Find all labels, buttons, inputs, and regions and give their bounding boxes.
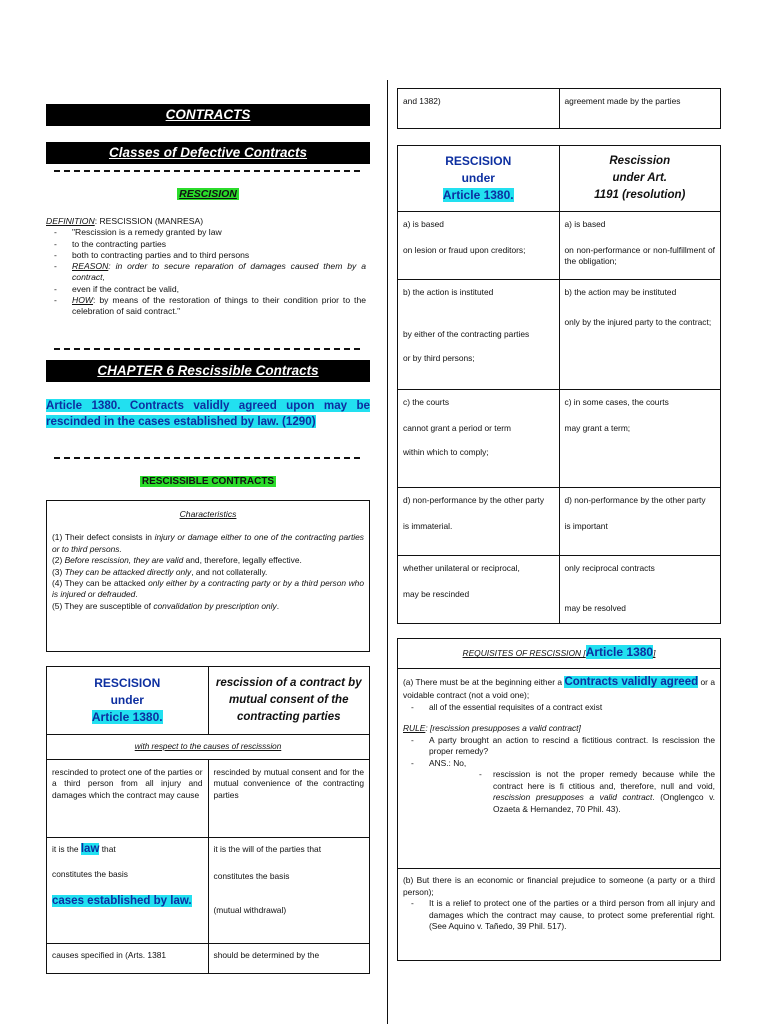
compare-cell: agreement made by the parties xyxy=(559,89,721,129)
requisites-table xyxy=(397,638,721,961)
list-item: - It is a relief to protect one of the parties or a third person from all injury and damages which the contract may cause, to protect some preferential right. (See Aquino v. Tañedo, 39 Phil. 517). xyxy=(403,898,715,933)
requisites-title: REQUISITES OF RESCISSION [Article 1380] xyxy=(398,639,721,669)
rescission-vs-resolution-table xyxy=(397,145,721,624)
comparison-table xyxy=(46,666,370,974)
divider xyxy=(54,457,360,459)
compare-cell: rescinded to protect one of the parties or a third person from all injury and damages which the contract may cause xyxy=(47,759,209,837)
characteristic-item: (3) They can be attacked directly only, and not collaterally. xyxy=(52,566,268,577)
requisite-b: (b) But there is an economic or financial prejudice to someone (a party or a third person); - It is a relief to protect one of the parties or a third person from all injury and damages which the contract may cause, to protect some preferential right. (See Aquino v. Tañedo, 39 Phil. 517). xyxy=(398,869,721,961)
requisite-a: (a) There must be at the beginning either a Contracts validly agreed or a voidable contract (not a void one); - all of the essential requisites of a contract exist RULE: [rescission presupposes a valid contract] - A party brought an action to rescind a fictitious contract. Is rescission the proper remedy? - ANS.: No, - rescission is not the proper remedy because while the contract here is fi ctitious and, therefore, null and void, rescission presupposes a valid contract. (Onglengco v. Ozaeta & Hernandez, 70 Phil. 43). xyxy=(398,669,721,869)
continuation-table xyxy=(397,88,721,129)
compare-cell: rescinded by mutual consent and for the mutual convenience of the contracting parties xyxy=(208,759,370,837)
compare-cell: causes specified in (Arts. 1381 xyxy=(47,943,209,973)
characteristic-item: (1) Their defect consists in injury or damage either to one of the contracting parties or to third persons. xyxy=(52,532,364,554)
characteristics-title: Characteristics xyxy=(179,509,237,519)
compare-cell: it is the will of the parties that constitutes the basis (mutual withdrawal) xyxy=(208,837,370,943)
compare-header-right: rescission of a contract by mutual consent of the contracting parties xyxy=(208,667,370,735)
definition-list xyxy=(46,227,366,317)
characteristic-item: (4) They can be attacked only either by a contracting party or by a third person who is injured or defrauded. xyxy=(52,577,364,600)
list-item: - all of the essential requisites of a contract exist xyxy=(403,702,715,714)
definition-item: - even if the contract be valid, xyxy=(46,284,366,295)
compare-subheader: with respect to the causes of rescisssion xyxy=(47,735,370,760)
definition-item: - HOW: by means of the restoration of things to their condition prior to the celebration of said contract." xyxy=(46,295,366,318)
table-row: c) the courts cannot grant a period or term within which to comply; c) in some cases, the courts may grant a term; xyxy=(398,390,721,488)
characteristic-item: (5) They are susceptible of convalidation by prescription only. xyxy=(52,600,280,611)
comparison-table-left xyxy=(46,666,370,974)
compare-cell: it is the law that constitutes the basis cases established by law. xyxy=(47,837,209,943)
definition-item: - to the contracting parties xyxy=(46,239,366,250)
answer-text: - rescission is not the proper remedy because while the contract here is fi ctitious and, therefore, null and void, rescission presupposes a valid contract. (Onglengco v. Ozaeta & Hernandez, 70 Phil. 43). xyxy=(479,769,716,814)
compare-cell: and 1382) xyxy=(398,89,560,129)
table-header-right: Rescission under Art. 1191 (resolution) xyxy=(559,146,721,212)
list-item: - ANS.: No, xyxy=(403,758,715,770)
definition-item: - both to contracting parties and to third persons xyxy=(46,250,366,261)
definition-item: - REASON: in order to secure reparation of damages caused them by a contract, xyxy=(46,261,366,284)
classes-title: Classes of Defective Contracts xyxy=(46,142,370,164)
list-item: - A party brought an action to rescind a fictitious contract. Is rescission the proper remedy? xyxy=(403,735,715,758)
characteristic-item: (2) Before rescission, they are valid and, therefore, legally effective. xyxy=(52,555,302,566)
article-1380-text: Article 1380. Contracts validly agreed upon may be rescinded in the cases established by law. (1290) xyxy=(46,399,370,428)
rescissible-contracts-heading: RESCISSIBLE CONTRACTS xyxy=(141,476,275,487)
compare-cell: should be determined by the xyxy=(208,943,370,973)
contracts-title: CONTRACTS xyxy=(46,104,370,126)
column-divider xyxy=(387,80,388,1024)
divider xyxy=(54,170,360,172)
definition-block xyxy=(46,216,366,318)
table-row: d) non-performance by the other party is immaterial. d) non-performance by the other party is important xyxy=(398,488,721,556)
definition-item: - "Rescission is a remedy granted by law xyxy=(46,227,366,238)
chapter6-title: CHAPTER 6 Rescissible Contracts xyxy=(46,360,370,382)
divider xyxy=(54,348,360,350)
compare-header-left: RESCISION under Article 1380. xyxy=(47,667,209,735)
rescision-heading: RESCISION xyxy=(179,188,237,200)
table-header-left: RESCISION under Article 1380. xyxy=(398,146,560,212)
table-row: a) is based on lesion or fraud upon creditors; a) is based on non-performance or non-fulfillment of the obligation; xyxy=(398,212,721,280)
table-row: whether unilateral or reciprocal, may be rescinded only reciprocal contracts may be resolved xyxy=(398,556,721,624)
table-row: b) the action is instituted by either of the contracting parties or by third persons; b) the action may be instituted only by the injured party to the contract; xyxy=(398,280,721,390)
definition-line: DEFINITION: RESCISSION (MANRESA) xyxy=(46,216,204,226)
characteristics-list xyxy=(47,520,369,612)
characteristics-box xyxy=(46,500,370,652)
